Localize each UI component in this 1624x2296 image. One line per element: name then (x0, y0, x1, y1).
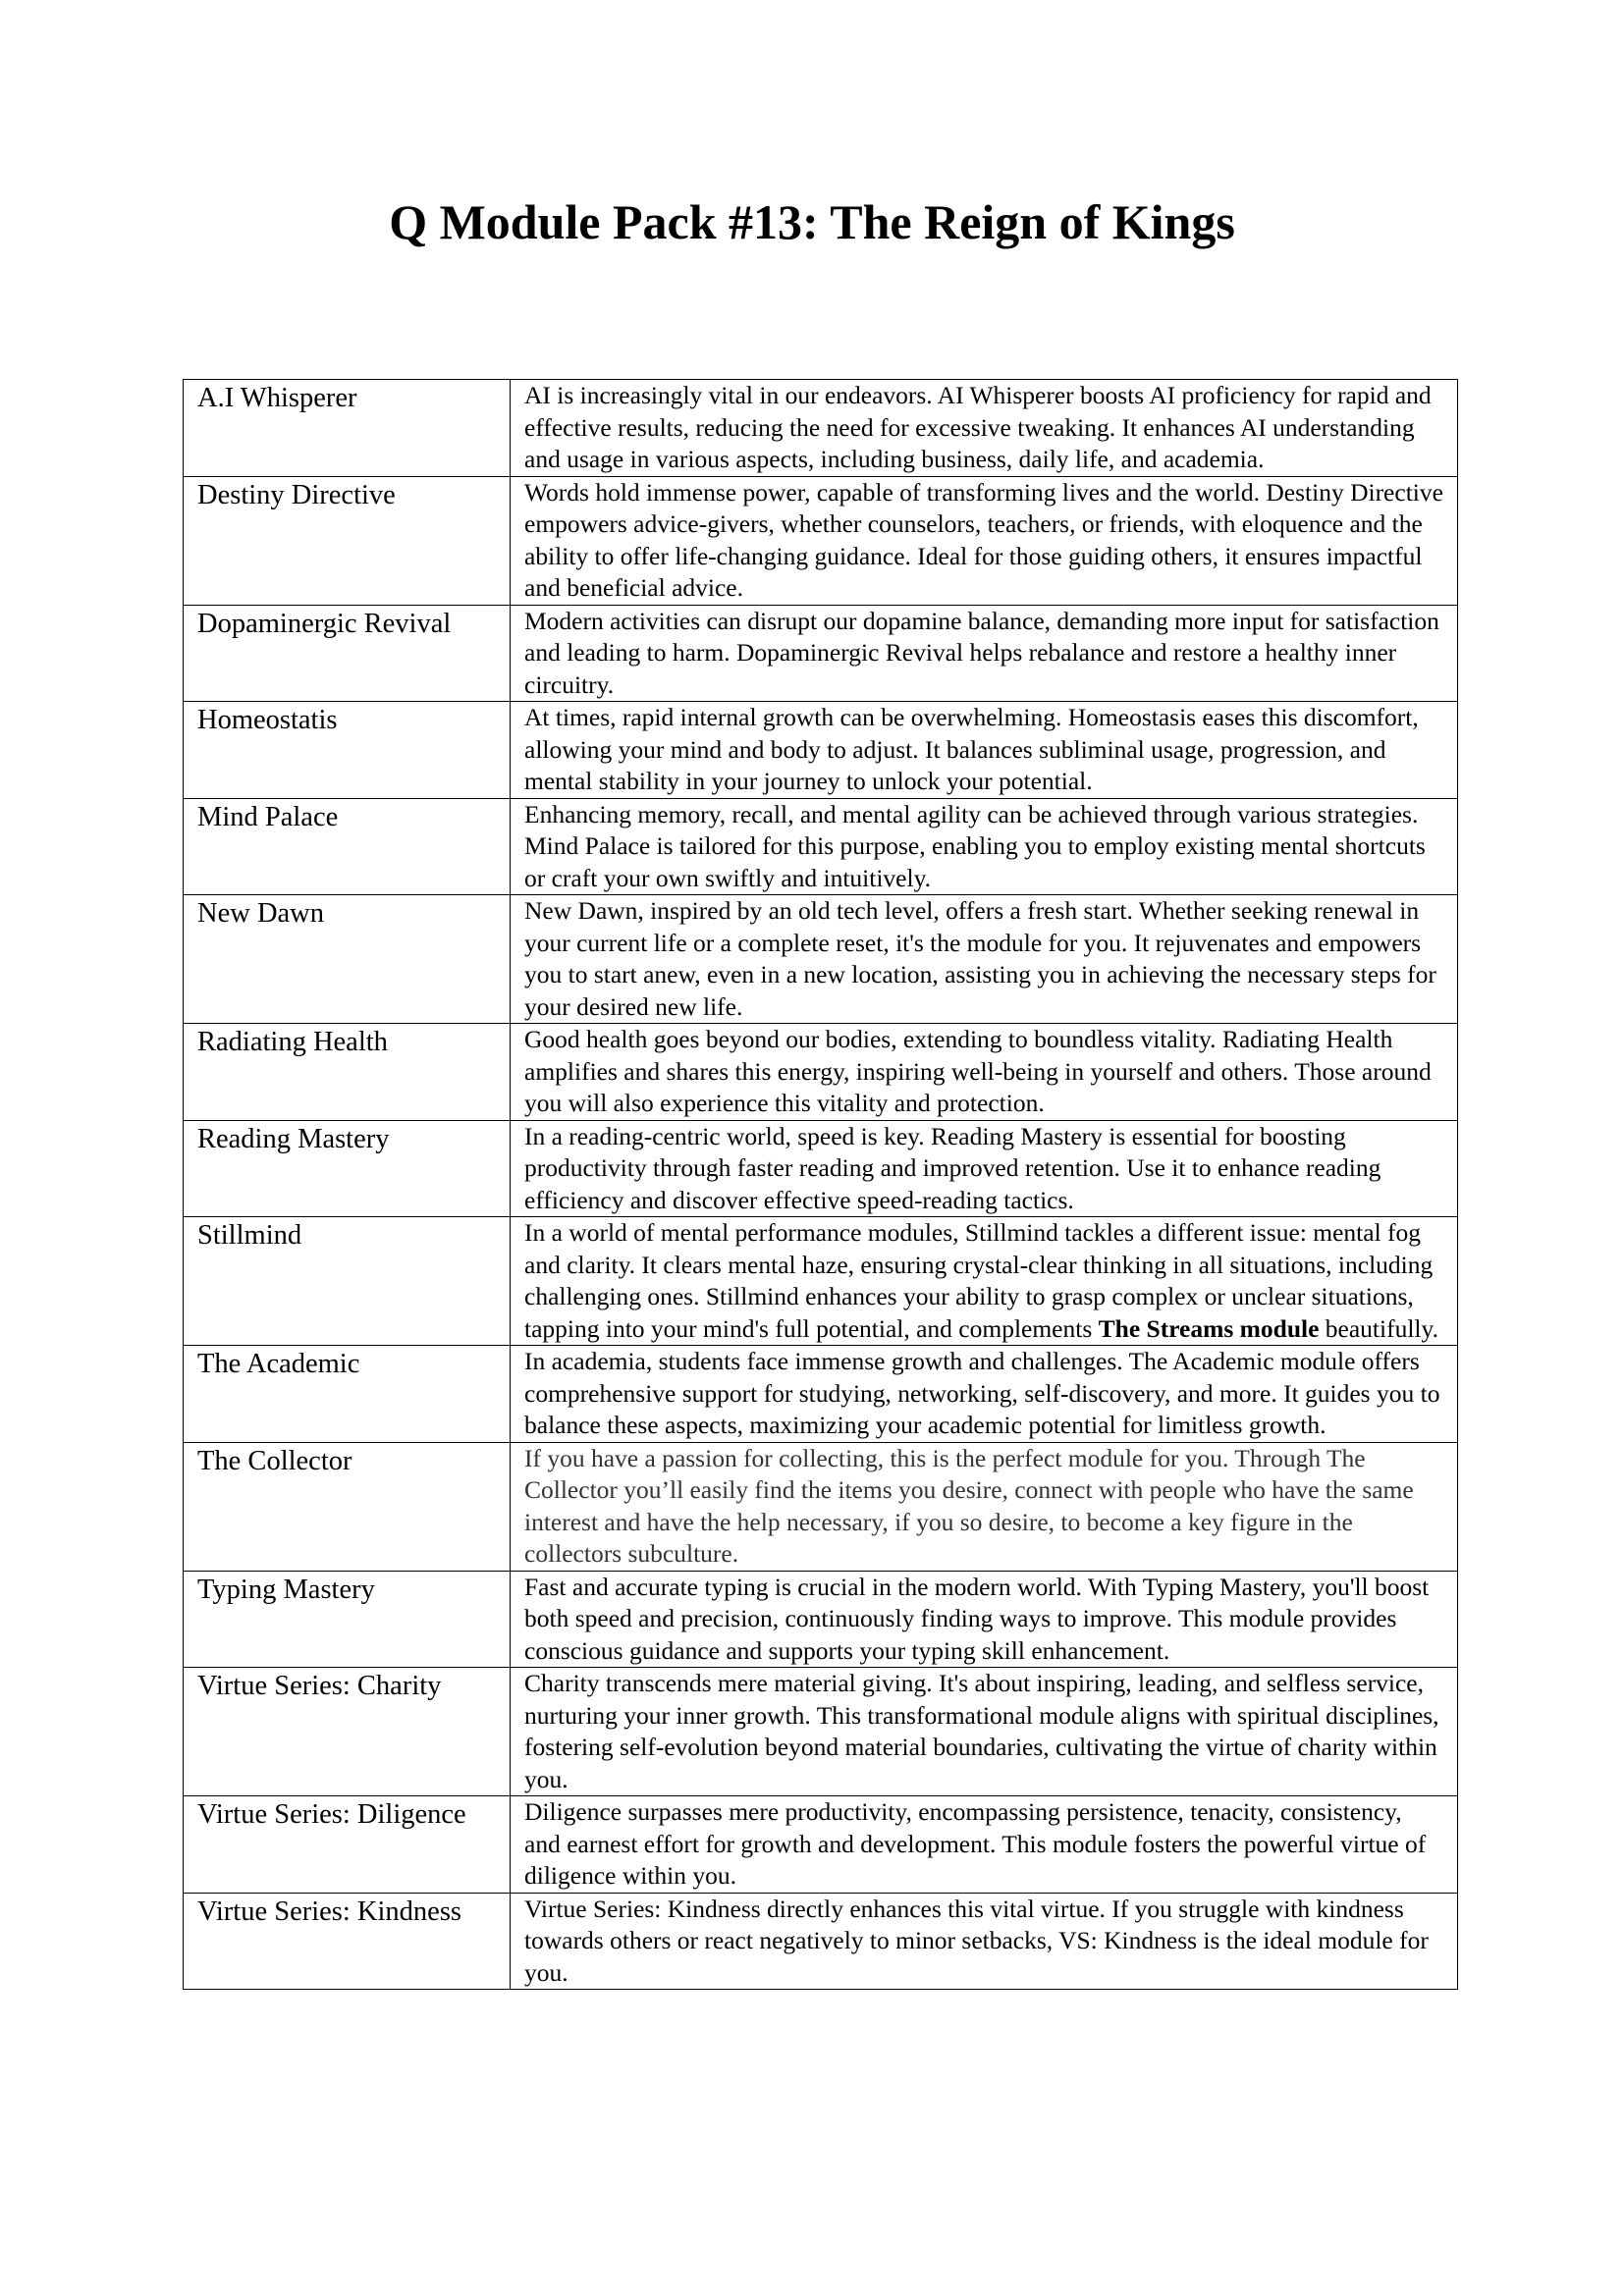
table-row (184, 895, 1458, 1024)
table-row (184, 605, 1458, 702)
module-name: The Collector (184, 1442, 511, 1571)
module-name: Radiating Health (184, 1024, 511, 1121)
table-row (184, 702, 1458, 799)
table-row (184, 1668, 1458, 1796)
module-description: Diligence surpasses mere productivity, encompassing persistence, tenacity, consistency, and earnest effort for growth and development. This module fosters the powerful virtue of diligence within you. (511, 1796, 1458, 1894)
description-text: beautifully. (1319, 1313, 1438, 1343)
module-description: Good health goes beyond our bodies, extending to boundless vitality. Radiating Health amplifies and shares this energy, inspiring well-being in yourself and others. Those around you will also experience this vitality and protection. (511, 1024, 1458, 1121)
table-row (184, 1893, 1458, 1990)
module-name: Virtue Series: Charity (184, 1668, 511, 1796)
module-description (511, 1217, 1458, 1346)
module-description: Modern activities can disrupt our dopamine balance, demanding more input for satisfaction and leading to harm. Dopaminergic Revival helps rebalance and restore a healthy inner circuitry. (511, 605, 1458, 702)
table-row (184, 380, 1458, 477)
module-description: In academia, students face immense growth and challenges. The Academic module offers comprehensive support for studying, networking, self-discovery, and more. It guides you to balance these aspects, maximizing your academic potential for limitless growth. (511, 1346, 1458, 1443)
module-name: Destiny Directive (184, 476, 511, 605)
module-name: A.I Whisperer (184, 380, 511, 477)
module-name: Dopaminergic Revival (184, 605, 511, 702)
module-name: Stillmind (184, 1217, 511, 1346)
module-description: At times, rapid internal growth can be overwhelming. Homeostasis eases this discomfort, allowing your mind and body to adjust. It balances subliminal usage, progression, and mental stability in your journey to unlock your potential. (511, 702, 1458, 799)
table-row (184, 1217, 1458, 1346)
module-description: Enhancing memory, recall, and mental agility can be achieved through various strategies. Mind Palace is tailored for this purpose, enabling you to employ existing mental shortcuts or craft your own swiftly and intuitively. (511, 798, 1458, 895)
streams-module-reference: The Streams module (1098, 1313, 1320, 1343)
module-description: In a reading-centric world, speed is key. Reading Mastery is essential for boosting productivity through faster reading and improved retention. Use it to enhance reading efficiency and discover effective speed-reading tactics. (511, 1120, 1458, 1217)
module-name: Mind Palace (184, 798, 511, 895)
module-table (183, 379, 1458, 1990)
table-row (184, 1346, 1458, 1443)
module-description: If you have a passion for collecting, this is the perfect module for you. Through The Collector you’ll easily find the items you desire, connect with people who have the same interest and have the help necessary, if you so desire, to become a key figure in the collectors subculture. (511, 1442, 1458, 1571)
table-row (184, 1120, 1458, 1217)
table-row (184, 476, 1458, 605)
page-title: Q Module Pack #13: The Reign of Kings (389, 194, 1235, 249)
module-description: Fast and accurate typing is crucial in the modern world. With Typing Mastery, you'll boost both speed and precision, continuously finding ways to improve. This module provides conscious guidance and supports your typing skill enhancement. (511, 1571, 1458, 1668)
module-name: Virtue Series: Kindness (184, 1893, 511, 1990)
module-name: The Academic (184, 1346, 511, 1443)
module-description: Virtue Series: Kindness directly enhances this vital virtue. If you struggle with kindness towards others or react negatively to minor setbacks, VS: Kindness is the ideal module for you. (511, 1893, 1458, 1990)
module-name: New Dawn (184, 895, 511, 1024)
module-description: Charity transcends mere material giving. It's about inspiring, leading, and selfless service, nurturing your inner growth. This transformational module aligns with spiritual disciplines, fostering self-evolution beyond material boundaries, cultivating the virtue of charity within you. (511, 1668, 1458, 1796)
table-row (184, 798, 1458, 895)
description-text: In a world of mental performance modules, Stillmind tackles a different issue: mental fog and clarity. It clears mental haze, ensuring crystal-clear thinking in all situations, including challenging ones. Stillmind enhances your ability to grasp complex or unclear situations, tapping into your mind's full potential, and complements (524, 1218, 1434, 1343)
table-row (184, 1024, 1458, 1121)
module-description: Words hold immense power, capable of transforming lives and the world. Destiny Directive empowers advice-givers, whether counselors, teachers, or friends, with eloquence and the ability to offer life-changing guidance. Ideal for those guiding others, it ensures impactful and beneficial advice. (511, 476, 1458, 605)
module-description: AI is increasingly vital in our endeavors. AI Whisperer boosts AI proficiency for rapid and effective results, reducing the need for excessive tweaking. It enhances AI understanding and usage in various aspects, including business, daily life, and academia. (511, 380, 1458, 477)
module-name: Typing Mastery (184, 1571, 511, 1668)
module-name: Virtue Series: Diligence (184, 1796, 511, 1894)
module-name: Reading Mastery (184, 1120, 511, 1217)
table-row (184, 1571, 1458, 1668)
module-name: Homeostatis (184, 702, 511, 799)
module-description: New Dawn, inspired by an old tech level, offers a fresh start. Whether seeking renewal in your current life or a complete reset, it's the module for you. It rejuvenates and empowers you to start anew, even in a new location, assisting you in achieving the necessary steps for your desired new life. (511, 895, 1458, 1024)
table-row (184, 1796, 1458, 1894)
table-row (184, 1442, 1458, 1571)
